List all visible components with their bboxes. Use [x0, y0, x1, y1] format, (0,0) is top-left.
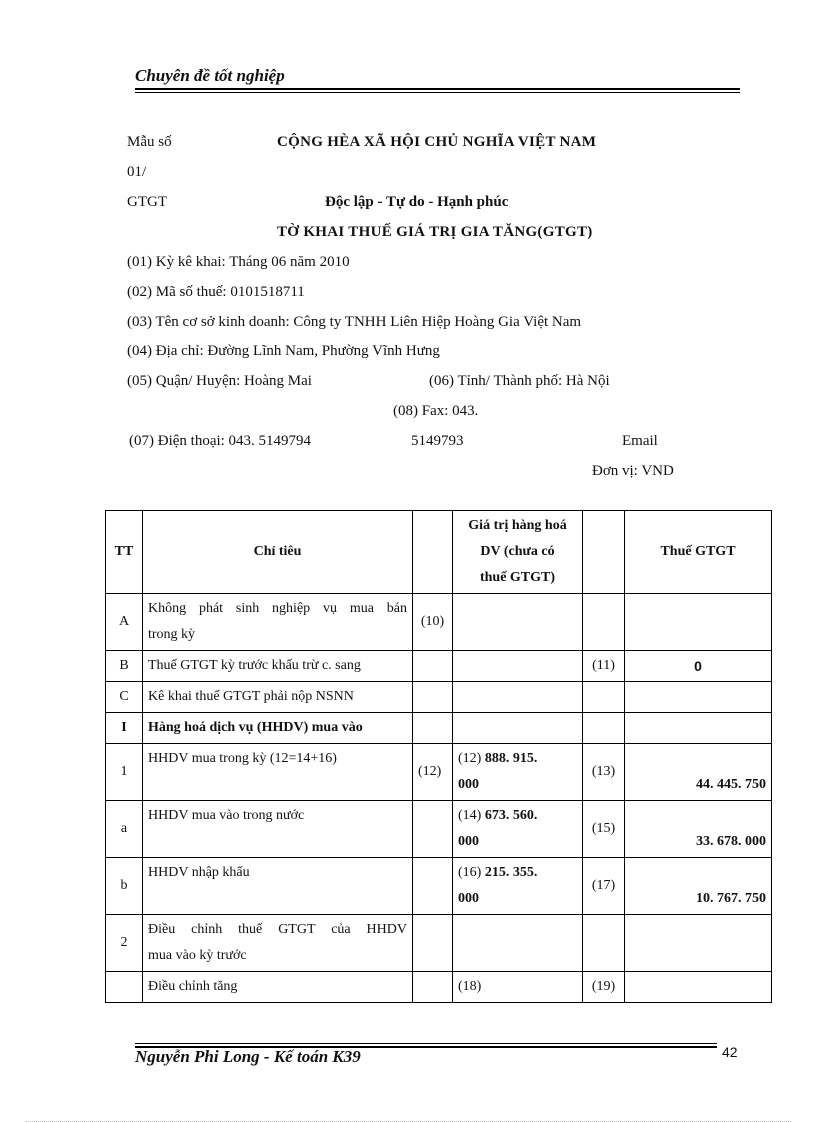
table-row: [106, 713, 772, 744]
cell-value-line1: 888. 915.: [484, 751, 538, 766]
cell-code-inline: (16): [458, 865, 482, 880]
cell-code-a: (10): [413, 594, 453, 651]
cell-value-b: [625, 972, 772, 1003]
cell-chi-tieu: Điều chỉnh tăng: [143, 972, 413, 1003]
col-header-gia-tri-line2: DV (chưa có: [480, 544, 555, 559]
cell-chi-tieu: Thuế GTGT kỳ trước khấu trừ c. sang: [143, 651, 413, 682]
cell-value-b: 33. 678. 000: [625, 801, 772, 858]
cell-chi-tieu: HHDV nhập khẩu: [143, 858, 413, 915]
cell-tt: [106, 972, 143, 1003]
district: (05) Quận/ Huyện: Hoàng Mai: [127, 373, 312, 389]
cell-code-b: [583, 915, 625, 972]
table-row: [106, 651, 772, 682]
page-bottom-divider: [25, 1121, 791, 1122]
page-number: 42: [722, 1044, 738, 1060]
col-header-code-b: [583, 511, 625, 594]
business-name: (03) Tên cơ sở kinh doanh: Công ty TNHH Liên Hiệp Hoàng Gia Việt Nam: [127, 314, 582, 330]
table-row: [106, 594, 772, 651]
cell-chi-tieu: HHDV mua vào trong nước: [143, 801, 413, 858]
vat-declaration-table: [105, 510, 772, 1003]
cell-code-a: [413, 915, 453, 972]
form-number-label: Mẫu số: [127, 134, 172, 150]
col-header-code-a: [413, 511, 453, 594]
table-row: [106, 744, 772, 801]
cell-value-line2: 000: [458, 834, 479, 849]
cell-value-a: [453, 744, 583, 801]
cell-code-a: (12): [413, 744, 453, 801]
cell-label-line1: Không phát sinh nghiệp vụ mua bán: [148, 601, 407, 616]
document-title: TỜ KHAI THUẾ GIÁ TRỊ GIA TĂNG(GTGT): [277, 224, 593, 240]
cell-value-b: 0: [625, 651, 772, 682]
email-label: Email: [622, 433, 658, 449]
cell-value-line1: 215. 355.: [484, 865, 538, 880]
cell-value-b: [625, 915, 772, 972]
cell-code-b: [583, 682, 625, 713]
province: (06) Tỉnh/ Thành phố: Hà Nội: [429, 373, 610, 389]
footer-rule-thin: [135, 1043, 717, 1044]
cell-value-a: [453, 594, 583, 651]
cell-value-b: [625, 713, 772, 744]
cell-code-b: (15): [583, 801, 625, 858]
cell-code-a: [413, 682, 453, 713]
col-header-gia-tri-line1: Giá trị hàng hoá: [468, 518, 567, 533]
cell-label-line2: mua vào kỳ trước: [148, 948, 247, 963]
republic-heading: CỘNG HÈA XÃ HỘI CHỦ NGHĨA VIỆT NAM: [277, 134, 597, 150]
cell-value-b: 10. 767. 750: [625, 858, 772, 915]
table-row: [106, 682, 772, 713]
footer-author: Nguyễn Phi Long - Kế toán K39: [135, 1047, 361, 1066]
col-header-gia-tri: [453, 511, 583, 594]
cell-code-b: (19): [583, 972, 625, 1003]
col-header-tt: TT: [106, 511, 143, 594]
table-row: [106, 972, 772, 1003]
cell-code-a: [413, 801, 453, 858]
cell-value-a: [453, 858, 583, 915]
cell-value-b: [625, 682, 772, 713]
cell-code-inline: (12): [458, 751, 482, 766]
cell-label-line1: Điều chỉnh thuế GTGT của HHDV: [148, 922, 407, 937]
form-number-value: 01/: [127, 164, 147, 180]
currency-unit: Đơn vị: VND: [592, 463, 674, 479]
cell-code-a: [413, 651, 453, 682]
cell-chi-tieu: [143, 594, 413, 651]
table-row: [106, 858, 772, 915]
cell-value-line1: 673. 560.: [484, 808, 538, 823]
cell-code-b: [583, 713, 625, 744]
cell-value-line2: 000: [458, 891, 479, 906]
col-header-chi-tieu: Chỉ tiêu: [143, 511, 413, 594]
cell-value-b: 44. 445. 750: [625, 744, 772, 801]
cell-value-a: [453, 801, 583, 858]
motto-heading: Độc lập - Tự do - Hạnh phúc: [325, 194, 509, 210]
fax: (08) Fax: 043.: [393, 403, 479, 419]
cell-tt: A: [106, 594, 143, 651]
col-header-gia-tri-line3: thuế GTGT): [479, 570, 556, 585]
cell-tt: a: [106, 801, 143, 858]
header-rule-thin: [135, 92, 740, 93]
fax-number: 5149793: [411, 433, 464, 449]
cell-tt: I: [106, 713, 143, 744]
cell-value-a: (18): [453, 972, 583, 1003]
col-header-thue: Thuế GTGT: [625, 511, 772, 594]
cell-code-a: [413, 972, 453, 1003]
cell-code-b: [583, 594, 625, 651]
phone: (07) Điện thoại: 043. 5149794: [129, 433, 312, 449]
table-header-row: [106, 511, 772, 594]
cell-code-a: [413, 713, 453, 744]
table-row: [106, 801, 772, 858]
address: (04) Địa chỉ: Đường Lĩnh Nam, Phường Vĩnh Hưng: [127, 343, 440, 359]
declaration-period: (01) Kỳ kê khai: Tháng 06 năm 2010: [127, 254, 350, 270]
cell-label-line2: trong kỳ: [148, 627, 196, 642]
cell-tt: C: [106, 682, 143, 713]
tax-code: (02) Mã số thuế: 0101518711: [127, 284, 305, 300]
cell-code-b: (17): [583, 858, 625, 915]
cell-value-b: [625, 594, 772, 651]
cell-tt: b: [106, 858, 143, 915]
cell-tt: B: [106, 651, 143, 682]
cell-chi-tieu: Hàng hoá dịch vụ (HHDV) mua vào: [143, 713, 413, 744]
header-rule: [135, 88, 740, 90]
cell-value-a: [453, 915, 583, 972]
cell-code-a: [413, 858, 453, 915]
cell-code-b: (11): [583, 651, 625, 682]
cell-chi-tieu: [143, 915, 413, 972]
cell-code-b: (13): [583, 744, 625, 801]
cell-value-a: [453, 682, 583, 713]
cell-tt: 1: [106, 744, 143, 801]
cell-chi-tieu: Kê khai thuế GTGT phải nộp NSNN: [143, 682, 413, 713]
table-row: [106, 915, 772, 972]
cell-tt: 2: [106, 915, 143, 972]
cell-value-a: [453, 713, 583, 744]
form-number-code: GTGT: [127, 194, 167, 210]
cell-code-inline: (14): [458, 808, 482, 823]
page-header-title: Chuyên đề tốt nghiệp: [135, 66, 285, 85]
cell-value-line2: 000: [458, 777, 479, 792]
cell-value-a: [453, 651, 583, 682]
cell-chi-tieu: HHDV mua trong kỳ (12=14+16): [143, 744, 413, 801]
